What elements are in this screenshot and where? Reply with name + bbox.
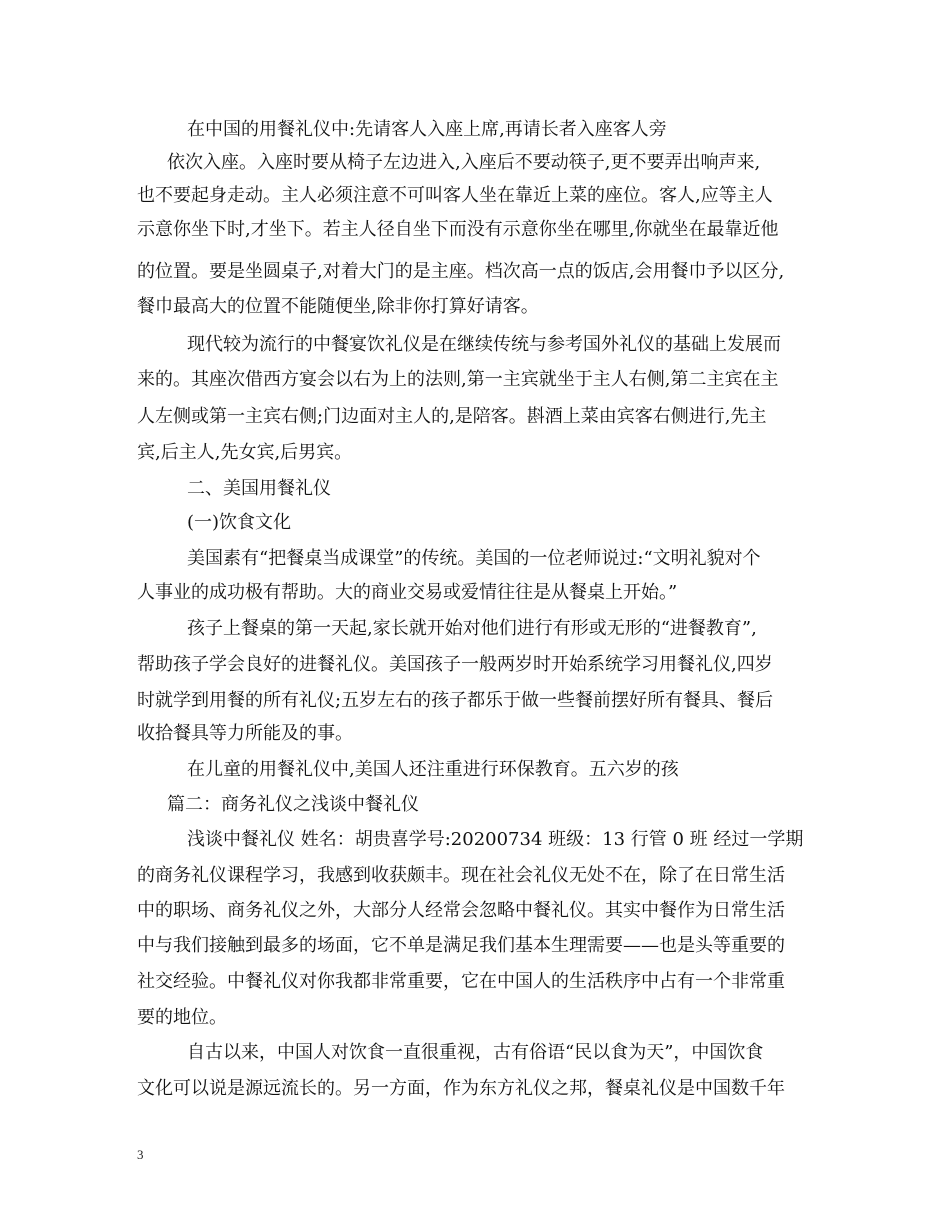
text-line: 人左侧或第一主宾右侧;门边面对主人的,是陪客。斟酒上菜由宾客右侧进行,先主 (137, 406, 767, 427)
text-line: 社交经验。中餐礼仪对你我都非常重要，它在中国人的生活秩序中占有一个非常重 (137, 971, 785, 992)
text-line: 自古以来，中国人对饮食一直很重视，古有俗语“民以食为天”，中国饮食 (187, 1042, 764, 1063)
text-line: 餐巾最高大的位置不能随便坐,除非你打算好请客。 (137, 296, 539, 317)
text-line: 美国素有“把餐桌当成课堂”的传统。美国的一位老师说过:“文明礼貌对个 (187, 548, 761, 569)
text-line: 要的地位。 (137, 1007, 227, 1028)
text-line: 来的。其座次借西方宴会以右为上的法则,第一主宾就坐于主人右侧,第二主宾在主 (137, 369, 779, 390)
text-line: 中的职场、商务礼仪之外，大部分人经常会忽略中餐礼仪。其实中餐作为日常生活 (137, 900, 785, 921)
subsection-heading: (一)饮食文化 (187, 512, 292, 533)
text-line: 帮助孩子学会良好的进餐礼仪。美国孩子一般两岁时开始系统学习用餐礼仪,四岁 (137, 654, 773, 675)
text-line: 也不要起身走动。主人必须注意不可叫客人坐在靠近上菜的座位。客人,应等主人 (137, 185, 773, 206)
text-line: 的商务礼仪课程学习，我感到收获颇丰。现在社会礼仪无处不在，除了在日常生活 (137, 865, 785, 886)
text-line: 收拾餐具等力所能及的事。 (137, 723, 353, 744)
text-line: 在中国的用餐礼仪中:先请客人入座上席,再请长者入座客人旁 (187, 119, 667, 140)
text-line: 人事业的成功极有帮助。大的商业交易或爱情往往是从餐桌上开始。” (137, 582, 678, 603)
text-line: 孩子上餐桌的第一天起,家长就开始对他们进行有形或无形的“进餐教育”, (187, 618, 757, 639)
text-line: 中与我们接触到最多的场面，它不单是满足我们基本生理需要——也是头等重要的 (137, 935, 785, 956)
text-line: 宾,后主人,先女宾,后男宾。 (137, 442, 353, 463)
section-heading: 二、美国用餐礼仪 (187, 478, 331, 499)
text-line: 现代较为流行的中餐宴饮礼仪是在继续传统与参考国外礼仪的基础上发展而 (187, 334, 781, 355)
text-line: 在儿童的用餐礼仪中,美国人还注重进行环保教育。五六岁的孩 (187, 759, 679, 780)
text-line: 文化可以说是源远流长的。另一方面，作为东方礼仪之邦，餐桌礼仪是中国数千年 (137, 1078, 785, 1099)
text-line: 浅谈中餐礼仪 姓名：胡贵喜学号:20200734 班级：13 行管 0 班 经过一学期 (187, 829, 804, 850)
text-line: 示意你坐下时,才坐下。若主人径自坐下而没有示意你坐在哪里,你就坐在最靠近他 (137, 219, 779, 240)
text-line: 依次入座。入座时要从椅子左边进入,入座后不要动筷子,更不要弄出响声来, (167, 152, 761, 173)
text-line: 时就学到用餐的所有礼仪;五岁左右的孩子都乐于做一些餐前摆好所有餐具、餐后 (137, 690, 774, 711)
text-line: 的位置。要是坐圆桌子,对着大门的是主座。档次高一点的饭店,会用餐巾予以区分, (137, 261, 785, 282)
page-number: 3 (137, 1147, 144, 1162)
section-heading: 篇二：商务礼仪之浅谈中餐礼仪 (167, 794, 419, 815)
